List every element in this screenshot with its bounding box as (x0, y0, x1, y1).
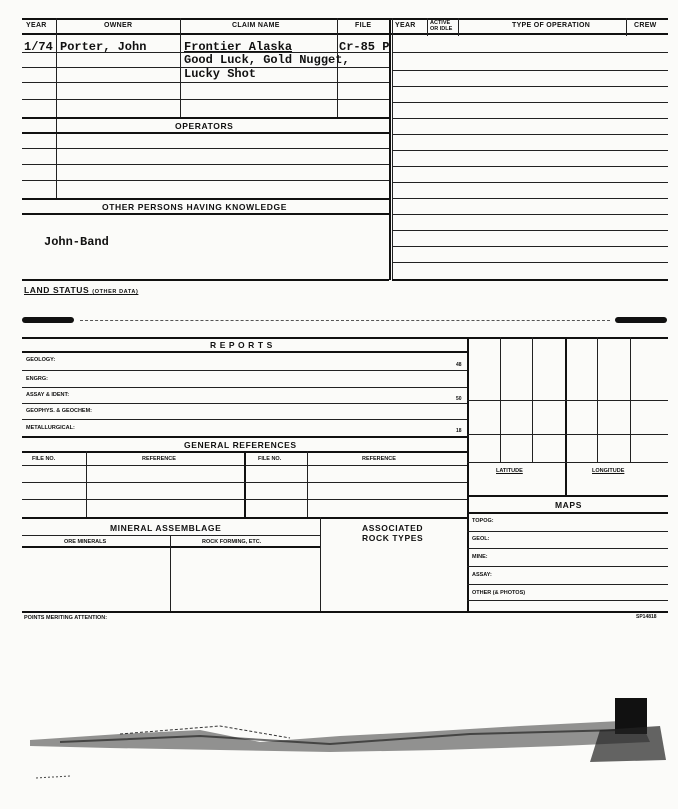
latitude-label: LATITUDE (496, 468, 523, 474)
separator-mark-left (22, 317, 74, 323)
map-other-photos: OTHER (& PHOTOS) (472, 590, 526, 596)
ore-minerals-label: ORE MINERALS (64, 539, 107, 545)
gr-reference-1: REFERENCE (142, 456, 176, 462)
other-persons-name: John-Band (44, 235, 109, 249)
map-assay: ASSAY: (472, 572, 492, 578)
map-mine: MINE: (472, 554, 488, 560)
entry-claim-line-2: Good Luck, Gold Nugget, (184, 53, 350, 67)
points-meriting-attention: POINTS MERITING ATTENTION: (24, 615, 108, 621)
reports-title: R E P O R T S (210, 340, 273, 350)
header-year: YEAR (26, 22, 47, 29)
separator-mark-right (615, 317, 667, 323)
report-geophys: GEOPHYS. & GEOCHEM: (26, 408, 93, 414)
other-persons-title: OTHER PERSONS HAVING KNOWLEDGE (102, 202, 288, 212)
header-type-of-operation: TYPE OF OPERATION (512, 22, 591, 29)
header-crew: CREW (634, 22, 657, 29)
header-file: FILE (355, 22, 372, 29)
report-engrg: ENGRG: (26, 376, 48, 382)
mineral-assemblage-title: MINERAL ASSEMBLAGE (110, 523, 222, 533)
entry-year: 1/74 (24, 40, 53, 54)
header-active-2: OR IDLE (430, 26, 453, 32)
entry-file: Cr-85 P (339, 40, 390, 54)
associated-rock-types-2: ROCK TYPES (362, 533, 424, 543)
header-active-1: ACTIVE (430, 20, 451, 26)
report-metallurgical: METALLURGICAL: (26, 425, 75, 431)
land-status-label: LAND STATUS (OTHER DATA) (24, 285, 139, 295)
gr-file-no-2: FILE NO. (258, 456, 282, 462)
operators-title: OPERATORS (175, 121, 234, 131)
map-geol: GEOL: (472, 536, 490, 542)
maps-title: MAPS (555, 500, 582, 510)
header-year-2: YEAR (395, 22, 416, 29)
general-references-title: GENERAL REFERENCES (184, 440, 297, 450)
report-assay-num: 50 (456, 396, 462, 402)
header-claim-name: CLAIM NAME (232, 22, 280, 29)
report-geology: GEOLOGY: (26, 357, 56, 363)
gr-file-no-1: FILE NO. (32, 456, 56, 462)
map-topog: TOPOG: (472, 518, 494, 524)
entry-owner: Porter, John (60, 40, 147, 54)
entry-claim-line-3: Lucky Shot (184, 67, 257, 81)
report-geology-num: 48 (456, 362, 462, 368)
report-assay: ASSAY & IDENT: (26, 392, 70, 398)
gr-reference-2: REFERENCE (362, 456, 396, 462)
header-owner: OWNER (104, 22, 133, 29)
form-number: SP14818 (636, 614, 657, 620)
entry-claim-line-1: Frontier Alaska (184, 40, 293, 54)
report-metallurgical-num: 18 (456, 428, 462, 434)
rock-forming-label: ROCK FORMING, ETC. (202, 539, 262, 545)
scan-noise (0, 690, 678, 790)
associated-rock-types-1: ASSOCIATED (362, 523, 424, 533)
longitude-label: LONGITUDE (592, 468, 625, 474)
